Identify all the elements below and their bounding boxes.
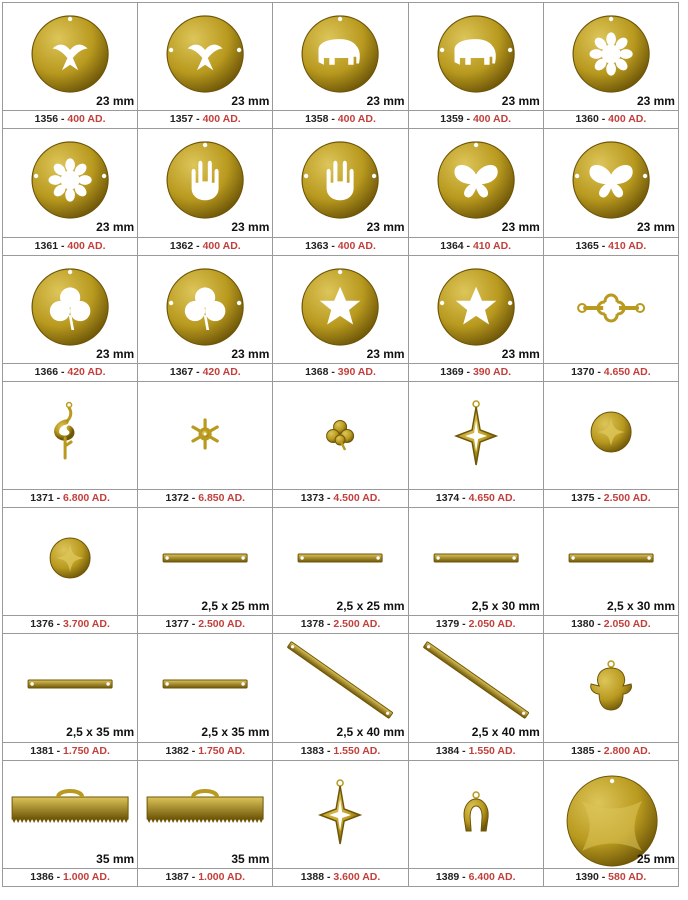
sequin-disc-icon — [544, 382, 678, 488]
sequin-disc-icon — [544, 382, 678, 488]
label-separator: - — [188, 492, 199, 505]
snowflake-charm-icon — [138, 382, 272, 488]
product-label — [409, 237, 543, 255]
product-size: 23 mm — [231, 220, 270, 235]
product-size: 35 mm — [96, 851, 135, 866]
label-separator: - — [324, 492, 334, 505]
product-label — [544, 615, 678, 633]
product-code: 1382 — [165, 744, 189, 757]
product-cell — [409, 634, 544, 760]
product-cell — [409, 761, 544, 887]
product-code: 1357 — [169, 113, 194, 126]
product-label — [544, 489, 678, 507]
product-cell — [409, 3, 544, 129]
product-size: 23 mm — [96, 94, 135, 108]
product-label — [138, 868, 272, 886]
product-code: 1377 — [165, 618, 189, 631]
product-price: 580 AD. — [608, 870, 647, 883]
product-cell — [138, 761, 273, 887]
product-code: 1361 — [34, 239, 59, 252]
product-cell — [138, 3, 273, 129]
label-separator: - — [188, 744, 199, 757]
product-cell — [544, 382, 679, 508]
product-price: 1.000 AD. — [63, 870, 110, 883]
label-separator: - — [459, 618, 469, 631]
product-price: 2.050 AD. — [603, 618, 651, 631]
label-separator: - — [598, 870, 609, 883]
label-separator: - — [459, 744, 469, 757]
product-code: 1359 — [440, 113, 464, 126]
product-price: 4.500 AD. — [333, 492, 381, 505]
product-price: 400 AD. — [202, 113, 241, 126]
product-cell — [3, 761, 138, 887]
product-label — [409, 363, 543, 381]
product-size: 23 mm — [366, 346, 405, 361]
product-label — [409, 489, 543, 507]
product-cell — [273, 256, 408, 382]
north-star-charm-icon — [409, 382, 543, 488]
product-code: 1364 — [440, 239, 464, 252]
product-price: 3.600 AD. — [333, 870, 381, 883]
product-label — [3, 363, 137, 381]
product-code: 1373 — [300, 492, 325, 505]
product-label — [138, 110, 272, 128]
ghost-charm-icon — [544, 634, 678, 740]
product-code: 1362 — [169, 239, 194, 252]
product-label — [544, 868, 678, 886]
product-code: 1374 — [435, 492, 460, 505]
product-label — [544, 363, 678, 381]
product-code: 1384 — [435, 744, 460, 757]
product-size: 23 mm — [501, 94, 540, 108]
product-label — [3, 237, 137, 255]
product-label — [3, 615, 137, 633]
product-code: 1358 — [305, 113, 329, 126]
label-separator: - — [463, 239, 473, 252]
product-label — [138, 742, 272, 760]
product-cell — [544, 256, 679, 382]
product-price: 400 AD. — [67, 113, 106, 126]
sequin-disc-icon — [3, 508, 137, 614]
product-price: 410 AD. — [608, 239, 647, 252]
label-separator: - — [193, 365, 203, 378]
product-price: 410 AD. — [472, 239, 512, 252]
clover-charm-icon — [273, 382, 407, 488]
product-size: 2,5 x 40 mm — [336, 725, 405, 740]
clover-charm-icon — [273, 382, 407, 488]
product-code: 1389 — [435, 870, 460, 883]
product-label — [409, 868, 543, 886]
label-separator: - — [324, 870, 334, 883]
label-separator: - — [324, 618, 334, 631]
product-price: 4.650 AD. — [603, 365, 651, 378]
product-price: 400 AD. — [202, 239, 241, 252]
product-size: 23 mm — [231, 346, 270, 361]
product-label — [138, 363, 272, 381]
label-separator: - — [598, 113, 609, 126]
product-price: 400 AD. — [337, 113, 376, 126]
product-label — [273, 868, 407, 886]
product-code: 1390 — [575, 870, 599, 883]
product-price: 1.550 AD. — [468, 744, 516, 757]
product-price: 400 AD. — [608, 113, 647, 126]
sequin-disc-icon — [3, 508, 137, 614]
product-label — [273, 363, 407, 381]
product-label — [273, 615, 407, 633]
product-price: 1.000 AD. — [198, 870, 246, 883]
product-size: 23 mm — [636, 94, 675, 108]
product-price: 400 AD. — [337, 239, 376, 252]
label-separator: - — [328, 239, 338, 252]
product-label — [138, 615, 272, 633]
label-separator: - — [463, 365, 473, 378]
product-cell — [3, 129, 138, 255]
product-price: 2.500 AD. — [198, 618, 246, 631]
flamingo-charm-icon — [3, 382, 137, 488]
product-price: 390 AD. — [337, 365, 376, 378]
product-code: 1386 — [30, 870, 54, 883]
label-separator: - — [594, 744, 604, 757]
product-cell — [273, 382, 408, 508]
product-label — [138, 489, 272, 507]
product-cell — [544, 634, 679, 760]
product-size: 23 mm — [96, 220, 135, 235]
product-code: 1370 — [571, 365, 595, 378]
product-label — [273, 110, 407, 128]
product-price: 400 AD. — [67, 239, 106, 252]
product-size: 2,5 x 40 mm — [471, 725, 540, 740]
product-size: 23 mm — [366, 220, 405, 235]
product-cell — [273, 129, 408, 255]
quatrefoil-connector-icon — [544, 256, 678, 362]
product-size: 35 mm — [231, 851, 270, 866]
label-separator: - — [58, 113, 68, 126]
product-cell — [409, 129, 544, 255]
horseshoe-charm-icon — [409, 761, 543, 867]
product-label — [3, 489, 137, 507]
product-cell — [544, 129, 679, 255]
product-cell — [544, 508, 679, 634]
product-cell — [3, 382, 138, 508]
product-cell — [273, 3, 408, 129]
product-cell — [273, 634, 408, 760]
product-label — [273, 742, 407, 760]
product-size: 23 mm — [501, 220, 540, 235]
product-cell — [3, 3, 138, 129]
product-cell — [409, 256, 544, 382]
product-code: 1369 — [440, 365, 464, 378]
product-cell — [273, 508, 408, 634]
product-label — [3, 110, 137, 128]
snowflake-charm-icon — [138, 382, 272, 488]
horseshoe-charm-icon — [409, 761, 543, 867]
product-code: 1360 — [575, 113, 599, 126]
product-code: 1378 — [300, 618, 325, 631]
product-code: 1356 — [34, 113, 59, 126]
product-price: 2.500 AD. — [603, 492, 651, 505]
ghost-charm-icon — [544, 634, 678, 740]
product-price: 1.750 AD. — [198, 744, 246, 757]
label-separator: - — [328, 365, 338, 378]
label-separator: - — [53, 744, 63, 757]
product-price: 1.550 AD. — [333, 744, 381, 757]
label-separator: - — [463, 113, 473, 126]
product-code: 1387 — [165, 870, 189, 883]
flamingo-charm-icon — [3, 382, 137, 488]
product-code: 1371 — [30, 492, 54, 505]
product-label — [409, 110, 543, 128]
label-separator: - — [328, 113, 338, 126]
product-code: 1372 — [165, 492, 189, 505]
product-size: 23 mm — [96, 346, 135, 361]
product-size: 23 mm — [636, 220, 675, 235]
product-code: 1376 — [30, 618, 54, 631]
north-star-charm-icon — [409, 382, 543, 488]
product-price: 2.800 AD. — [603, 744, 651, 757]
product-label — [409, 742, 543, 760]
product-label — [544, 237, 678, 255]
product-price: 420 AD. — [67, 365, 106, 378]
label-separator: - — [53, 870, 63, 883]
label-separator: - — [594, 618, 604, 631]
product-price: 390 AD. — [472, 365, 512, 378]
label-separator: - — [193, 113, 203, 126]
product-catalog-grid — [2, 2, 679, 887]
product-cell — [3, 508, 138, 634]
quatrefoil-connector-icon — [544, 256, 678, 362]
label-separator: - — [58, 239, 68, 252]
product-size: 23 mm — [231, 94, 270, 108]
product-size: 23 mm — [501, 346, 540, 361]
product-label — [273, 489, 407, 507]
product-cell — [138, 634, 273, 760]
product-cell — [138, 129, 273, 255]
label-separator: - — [58, 365, 68, 378]
label-separator: - — [594, 492, 604, 505]
product-price: 400 AD. — [472, 113, 512, 126]
label-separator: - — [324, 744, 334, 757]
product-price: 420 AD. — [202, 365, 241, 378]
product-code: 1381 — [30, 744, 54, 757]
product-label — [544, 110, 678, 128]
product-label — [273, 237, 407, 255]
product-price: 2.050 AD. — [468, 618, 516, 631]
product-cell — [409, 508, 544, 634]
product-size: 23 mm — [366, 94, 405, 108]
product-cell — [409, 382, 544, 508]
product-size: 2,5 x 35 mm — [66, 725, 135, 740]
product-code: 1388 — [300, 870, 325, 883]
product-code: 1365 — [575, 239, 599, 252]
product-size: 2,5 x 30 mm — [471, 599, 540, 614]
product-cell — [544, 3, 679, 129]
label-separator: - — [53, 492, 63, 505]
label-separator: - — [188, 618, 199, 631]
product-code: 1379 — [435, 618, 460, 631]
product-label — [3, 868, 137, 886]
product-cell — [273, 761, 408, 887]
north-star-charm-icon — [273, 761, 407, 867]
product-label — [544, 742, 678, 760]
product-price: 6.850 AD. — [198, 492, 246, 505]
product-size: 25 mm — [636, 851, 675, 866]
north-star-charm-icon — [273, 761, 407, 867]
product-code: 1367 — [169, 365, 194, 378]
label-separator: - — [459, 492, 469, 505]
product-price: 3.700 AD. — [63, 618, 110, 631]
product-price: 1.750 AD. — [63, 744, 110, 757]
product-price: 6.800 AD. — [63, 492, 110, 505]
label-separator: - — [459, 870, 469, 883]
product-cell — [138, 256, 273, 382]
product-label — [409, 615, 543, 633]
product-label — [3, 742, 137, 760]
product-size: 2,5 x 30 mm — [606, 599, 675, 614]
product-code: 1375 — [571, 492, 595, 505]
product-code: 1385 — [571, 744, 595, 757]
product-code: 1363 — [305, 239, 329, 252]
product-price: 6.400 AD. — [468, 870, 516, 883]
product-code: 1366 — [34, 365, 59, 378]
label-separator: - — [598, 239, 609, 252]
product-code: 1383 — [300, 744, 325, 757]
product-cell — [138, 382, 273, 508]
product-cell — [3, 634, 138, 760]
label-separator: - — [594, 365, 604, 378]
product-cell — [138, 508, 273, 634]
product-cell — [3, 256, 138, 382]
product-code: 1368 — [305, 365, 329, 378]
product-label — [138, 237, 272, 255]
product-size: 2,5 x 25 mm — [201, 599, 270, 614]
label-separator: - — [188, 870, 199, 883]
product-size: 2,5 x 25 mm — [336, 599, 405, 614]
label-separator: - — [53, 618, 63, 631]
label-separator: - — [193, 239, 203, 252]
product-code: 1380 — [571, 618, 595, 631]
product-price: 2.500 AD. — [333, 618, 381, 631]
product-size: 2,5 x 35 mm — [201, 725, 270, 740]
product-cell — [544, 761, 679, 887]
product-price: 4.650 AD. — [468, 492, 516, 505]
